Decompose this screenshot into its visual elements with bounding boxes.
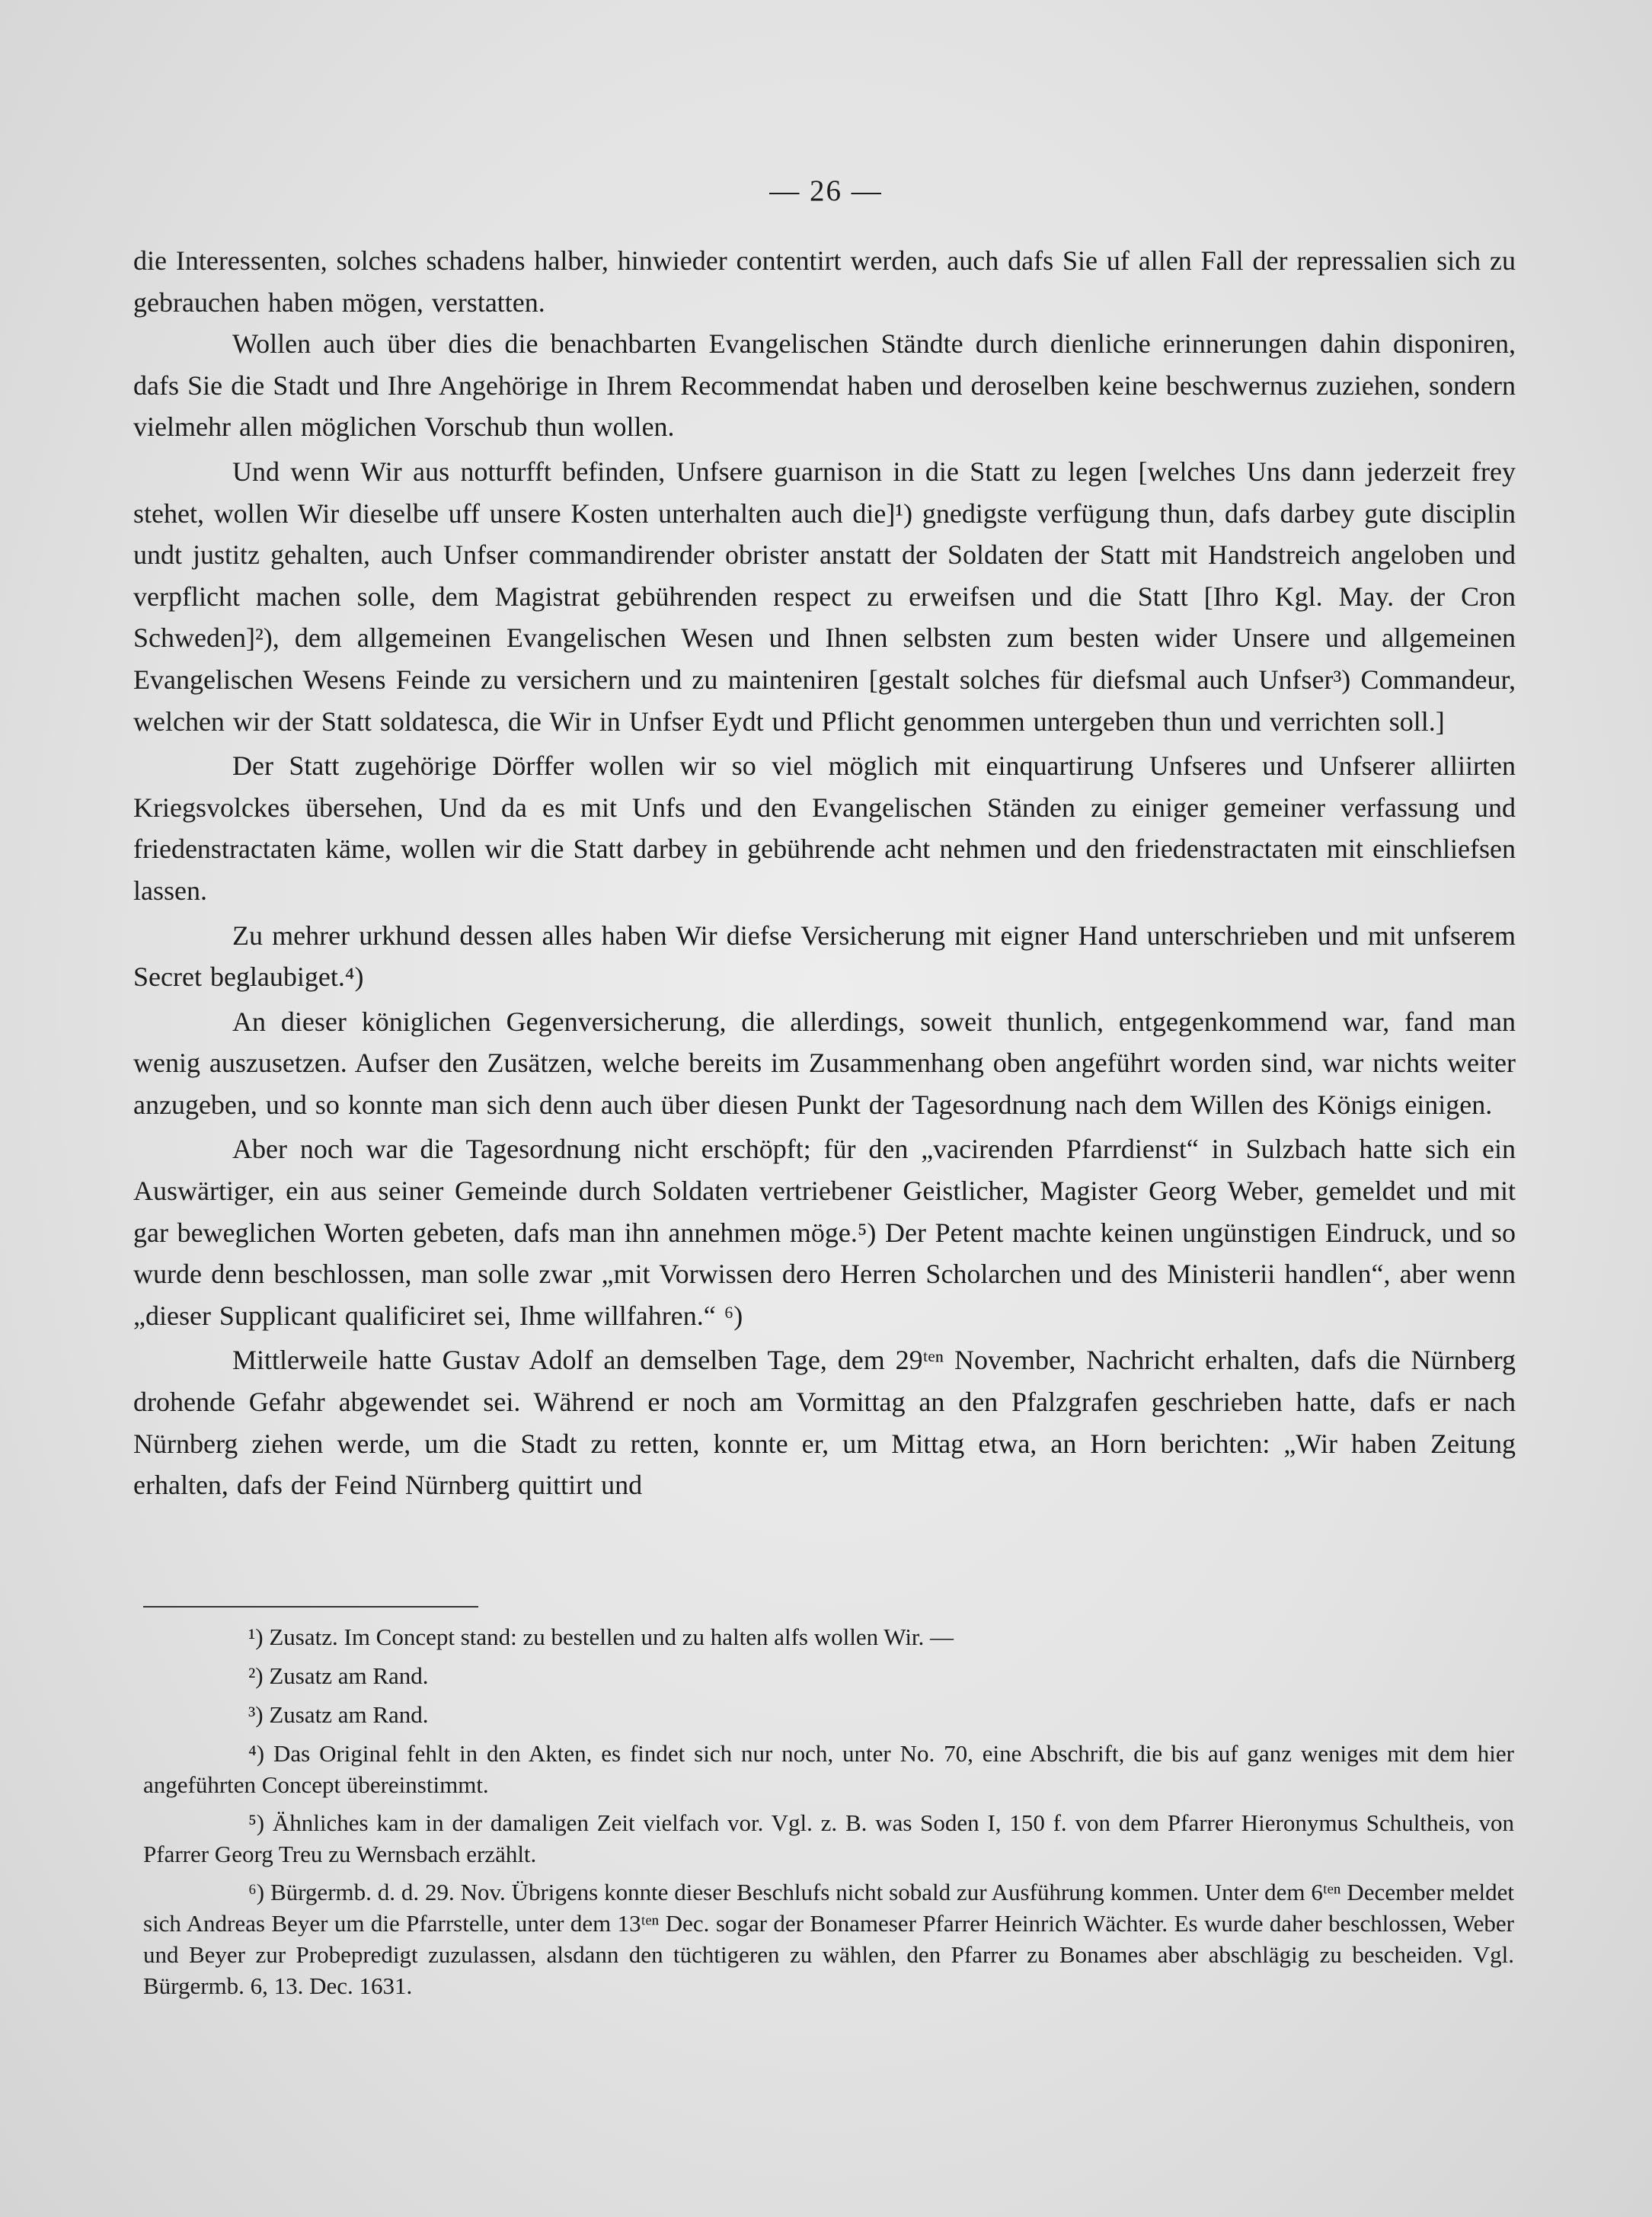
paragraph-7: Aber noch war die Tagesordnung nicht erschöpft; für den „vacirenden Pfarrdienst“ in Sulzbach hatte sich ein Auswärtiger, ein aus seiner Gemeinde durch Soldaten vertriebener Geistlicher, Magister Georg Weber, gemeldet und mit gar beweglichen Worten gebeten, dafs man ihn annehmen möge.⁵) Der Petent machte keinen ungünstigen Eindruck, und so wurde denn beschlossen, man solle zwar „mit Vorwissen dero Herren Scholarchen und des Ministerii handlen“, aber wenn „dieser Supplicant qualificiret sei, Ihme willfahren.“ ⁶): [133, 1134, 1516, 1331]
paragraph-4: Der Statt zugehörige Dörffer wollen wir so viel möglich mit einquartirung Unfseres und Unfserer alliirten Kriegsvolckes übersehen, Und da es mit Unfs und den Evangelischen Ständen zu einiger gemeiner verfassung und friedenstractaten käme, wollen wir die Statt darbey in gebührende acht nehmen und den friedenstractaten mit einschliefsen lassen.: [133, 750, 1516, 906]
paragraph-5: Zu mehrer urkhund dessen alles haben Wir diefse Versicherung mit eigner Hand unterschrieben und mit unfserem Secret beglaubiget.⁴): [133, 920, 1516, 993]
paragraph-8: Mittlerweile hatte Gustav Adolf an demselben Tage, dem 29ᵗᵉⁿ November, Nachricht erhalten, dafs die Nürnberg drohende Gefahr abgewendet sei. Während er noch am Vormittag an den Pfalzgrafen geschrieben hatte, dafs er nach Nürnberg ziehen werde, um die Stadt zu retten, konnte er, um Mittag etwa, an Horn berichten: „Wir haben Zeitung erhalten, dafs der Feind Nürnberg quittirt und: [133, 1345, 1516, 1501]
paragraph-6: An dieser königlichen Gegenversicherung, die allerdings, soweit thunlich, entgegenkommend war, fand man wenig auszusetzen. Aufser den Zusätzen, welche bereits im Zusammenhang oben angeführt worden sind, war nichts weiter anzugeben, und so konnte man sich denn auch über diesen Punkt der Tagesordnung nach dem Willen des Königs einigen.: [133, 1006, 1516, 1120]
paragraph-3: Und wenn Wir aus notturfft befinden, Unfsere guarnison in die Statt zu legen [welches Uns dann jederzeit frey stehet, wollen Wir dieselbe uff unsere Kosten unterhalten auch die]¹) gnedigste verfügung thun, dafs darbey gute disciplin undt justitz gehalten, auch Unfser commandirender obrister anstatt der Soldaten der Statt mit Handstreich angeloben und verpflicht machen solle, dem Magistrat gebührenden respect zu erweifsen und die Statt [Ihro Kgl. May. der Cron Schweden]²), dem allgemeinen Evangelischen Wesen und Ihnen selbsten zum besten wider Unsere und allgemeinen Evangelischen Wesens Feinde zu versichern und zu mainteniren [gestalt solches für diefsmal auch Unfser³) Commandeur, welchen wir der Statt soldatesca, die Wir in Unfser Eydt und Pflicht genommen untergeben thun und verrichten soll.]: [133, 456, 1516, 737]
paragraph-2: Wollen auch über dies die benachbarten Evangelischen Ständte durch dienliche erinnerungen dahin disponiren, dafs Sie die Stadt und Ihre Angehörige in Ihrem Recommendat haben und deroselben keine beschwernus zuziehen, sondern vielmehr allen möglichen Vorschub thun wollen.: [133, 328, 1516, 443]
page-number: — 26 —: [769, 174, 883, 207]
main-text: [133, 240, 1516, 1506]
footnote-1: ¹) Zusatz. Im Concept stand: zu bestellen und zu halten alfs wollen Wir. —: [248, 1624, 954, 1650]
footnote-3: ³) Zusatz am Rand.: [248, 1701, 429, 1728]
footnote-rule: [143, 1606, 478, 1608]
footnote-4: ⁴) Das Original fehlt in den Akten, es findet sich nur noch, unter No. 70, eine Abschrift, die bis auf ganz weniges mit dem hier angeführten Concept übereinstimmt.: [143, 1740, 1514, 1798]
footnote-6: ⁶) Bürgermb. d. d. 29. Nov. Übrigens konnte dieser Beschlufs nicht sobald zur Ausführung kommen. Unter dem 6ᵗᵉⁿ December meldet sich Andreas Beyer um die Pfarrstelle, unter dem 13ᵗᵉⁿ Dec. sogar der Bonameser Pfarrer Heinrich Wächter. Es wurde daher beschlossen, Weber und Beyer zur Probepredigt zuzulassen, alsdann den tüchtigeren zu wählen, den Pfarrer zu Bonames aber abschlägig zu bescheiden. Vgl. Bürgermb. 6, 13. Dec. 1631.: [143, 1879, 1514, 1999]
footnotes: [143, 1621, 1514, 2008]
footnote-2: ²) Zusatz am Rand.: [248, 1662, 429, 1689]
footnote-5: ⁵) Ähnliches kam in der damaligen Zeit vielfach vor. Vgl. z. B. was Soden I, 150 f. von dem Pfarrer Hieronymus Schultheis, von Pfarrer Georg Treu zu Wernsbach erzählt.: [143, 1809, 1514, 1867]
paragraph-1: die Interessenten, solches schadens halber, hinwieder contentirt werden, auch dafs Sie uf allen Fall der repressalien sich zu gebrauchen haben mögen, verstatten.: [133, 245, 1516, 318]
